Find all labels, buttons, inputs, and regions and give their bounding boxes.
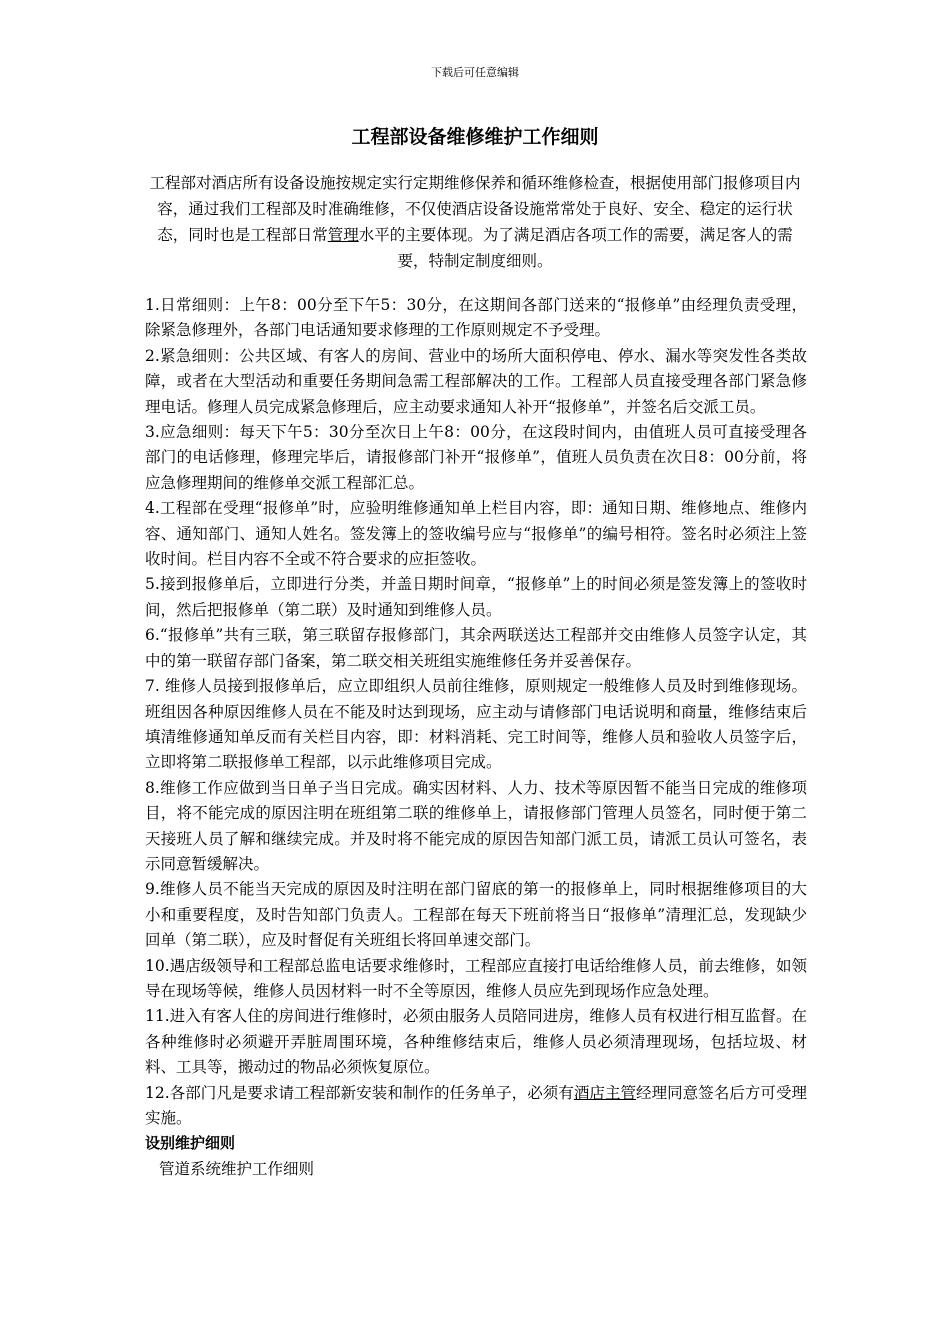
rule-item-9: 9.维修人员不能当天完成的原因及时注明在部门留底的第一的报修单上，同时根据维修项目的大小和重要程度，及时告知部门负责人。工程部在每天下班前将当日“报修单”清理汇总，发现缺少回单（第二联），应及时督促有关班组长将回单速交部门。 (145, 880, 807, 950)
rule-item-7: 7. 维修人员接到报修单后，应立即组织人员前往维修，原则规定一般维修人员及时到维修现场。班组因各种原因维修人员在不能及时达到现场，应主动与请修部门电话说明和商量，维修结束后填清维修通知单反而有关栏目内容，即：材料消耗、完工时间等，维修人员和验收人员签字后，立即将第二联报修单工程部，以示此维修项目完成。 (145, 677, 807, 772)
page-header: 下载后可任意编辑 (431, 66, 519, 79)
rule-item-12 (145, 1081, 807, 1132)
rule-item-6: 6.“报修单”共有三联，第三联留存报修部门，其余两联送达工程部并交由维修人员签字认定，其中的第一联留存部门备案，第二联交相关班组实施维修任务并妥善保存。 (145, 626, 807, 670)
rule-item-5: 5.接到报修单后，立即进行分类，并盖日期时间章，“报修单”上的时间必须是签发簿上的签收时间，然后把报修单（第二联）及时通知到维修人员。 (145, 575, 807, 619)
intro-text-1: 工程部对酒店所有设备设施按规定实行定期维修保养和循环维修检查，根据使用部门报修项目内容，通过我们工程部及时准确维修，不仅使酒店设备设施常常处于良好、安全、稳定的运行状态，同时也是工程部日常 (149, 174, 801, 244)
document-title: 工程部设备维修维护工作细则 (351, 126, 599, 148)
intro-link-management[interactable]: 管理 (327, 226, 359, 244)
intro-paragraph (148, 170, 802, 274)
document-body (145, 293, 807, 1182)
rule-item-2: 2.紧急细则：公共区域、有客人的房间、营业中的场所大面积停电、停水、漏水等突发性各类故障，或者在大型活动和重要任务期间急需工程部解决的工作。工程部人员直接受理各部门紧急修理电话。修理人员完成紧急修理后，应主动要求通知人补开“报修单”，并签名后交派工员。 (145, 346, 807, 416)
intro-text-2: 水平的主要体现。为了满足酒店各项工作的需要，满足客人的需要，特制定制度细则。 (358, 226, 793, 270)
section-heading: 设别维护细则 (145, 1134, 236, 1153)
rule-item-12-link-hotel-manager[interactable]: 酒店主管 (573, 1083, 637, 1102)
rule-item-12-text-2: 经理同意签名后方可受理实施。 (145, 1083, 807, 1127)
rule-item-8: 8.维修工作应做到当日单子当日完成。确实因材料、人力、技术等原因暂不能当日完成的维修项目，将不能完成的原因注明在班组第二联的维修单上，请报修部门管理人员签名，同时便于第二天接班人员了解和继续完成。并及时将不能完成的原因告知部门派工员，请派工员认可签名，表示同意暂缓解决。 (145, 778, 807, 873)
rule-item-1: 1.日常细则：上午8：00分至下午5：30分，在这期间各部门送来的“报修单”由经理负责受理，除紧急修理外，各部门电话通知要求修理的工作原则规定不予受理。 (145, 296, 807, 340)
rule-item-12-text-1: 12.各部门凡是要求请工程部新安装和制作的任务单子，必须有 (145, 1083, 574, 1102)
rule-item-10: 10.遇店级领导和工程部总监电话要求维修时，工程部应直接打电话给维修人员，前去维修，如领导在现场等候，维修人员因材料一时不全等原因，维修人员应先到现场作应急处理。 (145, 956, 807, 1000)
rule-item-3: 3.应急细则：每天下午5：30分至次日上午8：00分，在这段时间内，由值班人员可直接受理各部门的电话修理，修理完毕后，请报修部门补开“报修单”，值班人员负责在次日8：00分前，将应急修理期间的维修单交派工程部汇总。 (145, 423, 807, 492)
rule-item-4: 4.工程部在受理“报修单”时，应验明维修通知单上栏目内容，即：通知日期、维修地点、维修内容、通知部门、通知人姓名。签发簿上的签收编号应与“报修单”的编号相符。签名时必须注上签收时间。栏目内容不全或不符合要求的应拒签收。 (145, 499, 807, 569)
rule-item-11: 11.进入有客人住的房间进行维修时，必须由服务人员陪同进房，维修人员有权进行相互监督。在各种维修时必须避开弄脏周围环境，各种维修结束后，维修人员必须清理现场，包括垃圾、材料、工具等，搬动过的物品必须恢复原位。 (145, 1007, 807, 1077)
sub-heading: 管道系统维护工作细则 (159, 1159, 315, 1178)
